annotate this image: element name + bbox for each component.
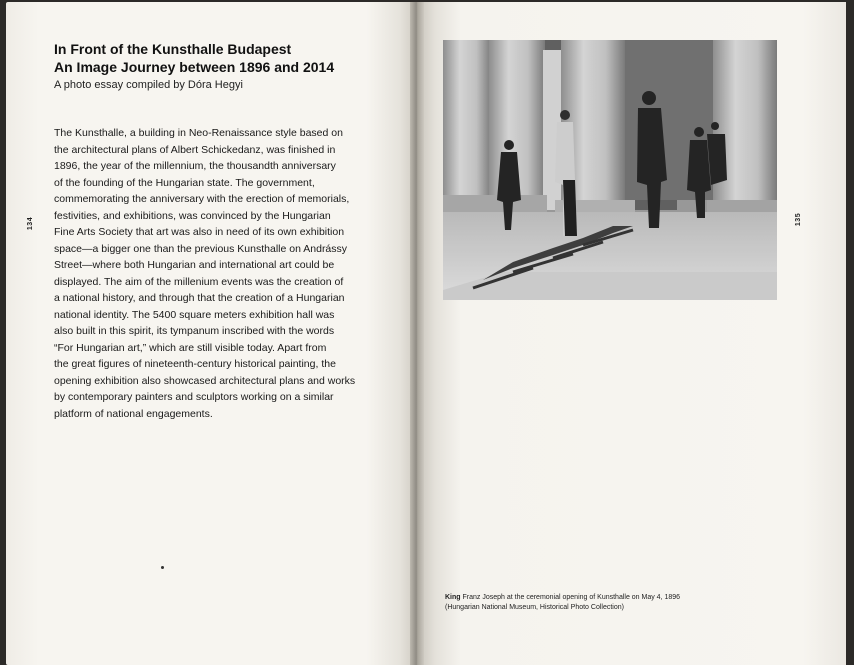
body-paragraph: The Kunsthalle, a building in Neo-Renaissance style based on the architectural plans of Albert Schickedanz, was finished in 1896, the year of the millennium, the thousandth anniversary of the founding of the Hungarian state. The government, commemorating the anniversary with the erection of memorials, festivities, and exhibitions, was convinced by the Hungarian Fine Arts Society that art was also in need of its own exhibition space—a bigger one than the previous Kunsthalle on Andrássy Street—where both Hungarian and international art could be displayed. The aim of the millenium events was the creation of a national history, and through that the creation of a Hungarian national identity. The 5400 square meters exhibition hall was also built in this spirit, its tympanum inscribed with the words “For Hungarian art,” which are still visible today. Apart from the great figures of nineteenth-century historical painting, the opening exhibition also showcased architectural plans and works by contemporary painters and sculptors working on a similar platform of national engagements. <box>54 127 356 420</box>
caption-line-1: Franz Joseph at the ceremonial opening of Kunsthalle on May 4, 1896 <box>460 594 681 601</box>
historical-photo-image <box>443 40 777 300</box>
book-gutter <box>410 2 424 665</box>
title-line-1: In Front of the Kunsthalle Budapest <box>54 41 292 57</box>
ink-speck <box>161 566 164 569</box>
subtitle: A photo essay compiled by Dóra Hegyi <box>54 79 243 91</box>
caption-bold: King <box>445 594 461 601</box>
photo-caption <box>445 593 765 613</box>
caption-line-2: (Hungarian National Museum, Historical Photo Collection) <box>445 604 624 611</box>
article-heading <box>54 40 394 93</box>
page-number-left: 134 <box>27 216 35 231</box>
page-number-right: 135 <box>795 212 803 227</box>
title-line-2: An Image Journey between 1896 and 2014 <box>54 59 335 75</box>
